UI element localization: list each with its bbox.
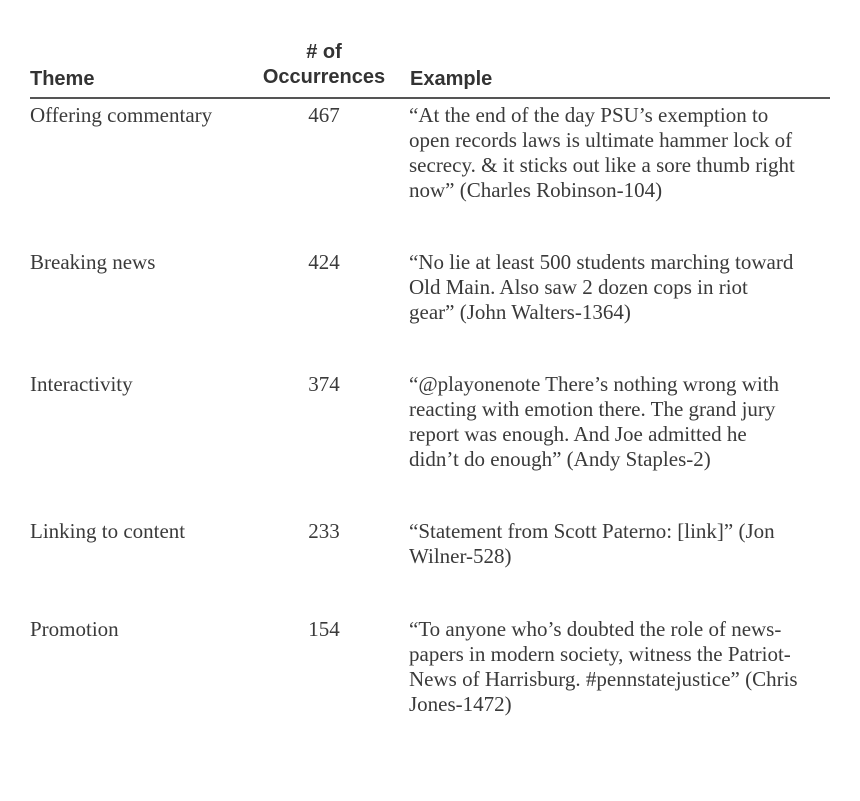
header-occurrences-line2: Occurrences [262, 66, 386, 88]
example-line: open records laws is ultimate hammer lock of [409, 128, 793, 152]
example-line: Old Main. Also saw 2 dozen cops in riot [409, 275, 748, 299]
row-theme: Linking to content [30, 519, 186, 543]
example-line: “No lie at least 500 students marching toward [409, 250, 794, 274]
themes-table [30, 40, 830, 716]
example-line: “To anyone who’s doubted the role of news- [409, 617, 782, 641]
row-theme: Offering commentary [30, 103, 213, 127]
example-line: “@playonenote There’s nothing wrong with [409, 372, 780, 396]
table-header [30, 40, 830, 99]
header-example: Example [410, 68, 493, 90]
header-occurrences [262, 40, 386, 90]
row-count: 233 [308, 519, 340, 543]
example-line: gear” (John Walters-1364) [409, 300, 631, 324]
row-theme: Interactivity [30, 372, 133, 396]
row-example [409, 519, 834, 569]
example-line: “At the end of the day PSU’s exemption to [409, 103, 769, 127]
example-line: reacting with emotion there. The grand jury [409, 397, 776, 421]
header-occurrences-line1: # of [306, 41, 342, 63]
row-theme: Promotion [30, 617, 119, 641]
example-line: Jones-1472) [409, 692, 512, 716]
header-theme: Theme [30, 68, 95, 90]
example-line: “Statement from Scott Paterno: [link]” (Jon [409, 519, 775, 543]
row-count: 424 [308, 250, 340, 274]
row-example [409, 617, 834, 717]
row-example [409, 372, 834, 472]
example-line: News of Harrisburg. #pennstatejustice” (Chris [409, 667, 798, 691]
example-line: Wilner-528) [409, 544, 512, 568]
row-example [409, 250, 834, 325]
row-count: 154 [308, 617, 340, 641]
example-line: secrecy. & it sticks out like a sore thumb right [409, 153, 795, 177]
row-example [409, 103, 834, 203]
example-line: papers in modern society, witness the Patriot- [409, 642, 791, 666]
row-theme: Breaking news [30, 250, 156, 274]
example-line: report was enough. And Joe admitted he [409, 422, 747, 446]
example-line: didn’t do enough” (Andy Staples-2) [409, 447, 711, 471]
row-count: 374 [308, 372, 340, 396]
row-count: 467 [308, 103, 340, 127]
example-line: now” (Charles Robinson-104) [409, 178, 663, 202]
